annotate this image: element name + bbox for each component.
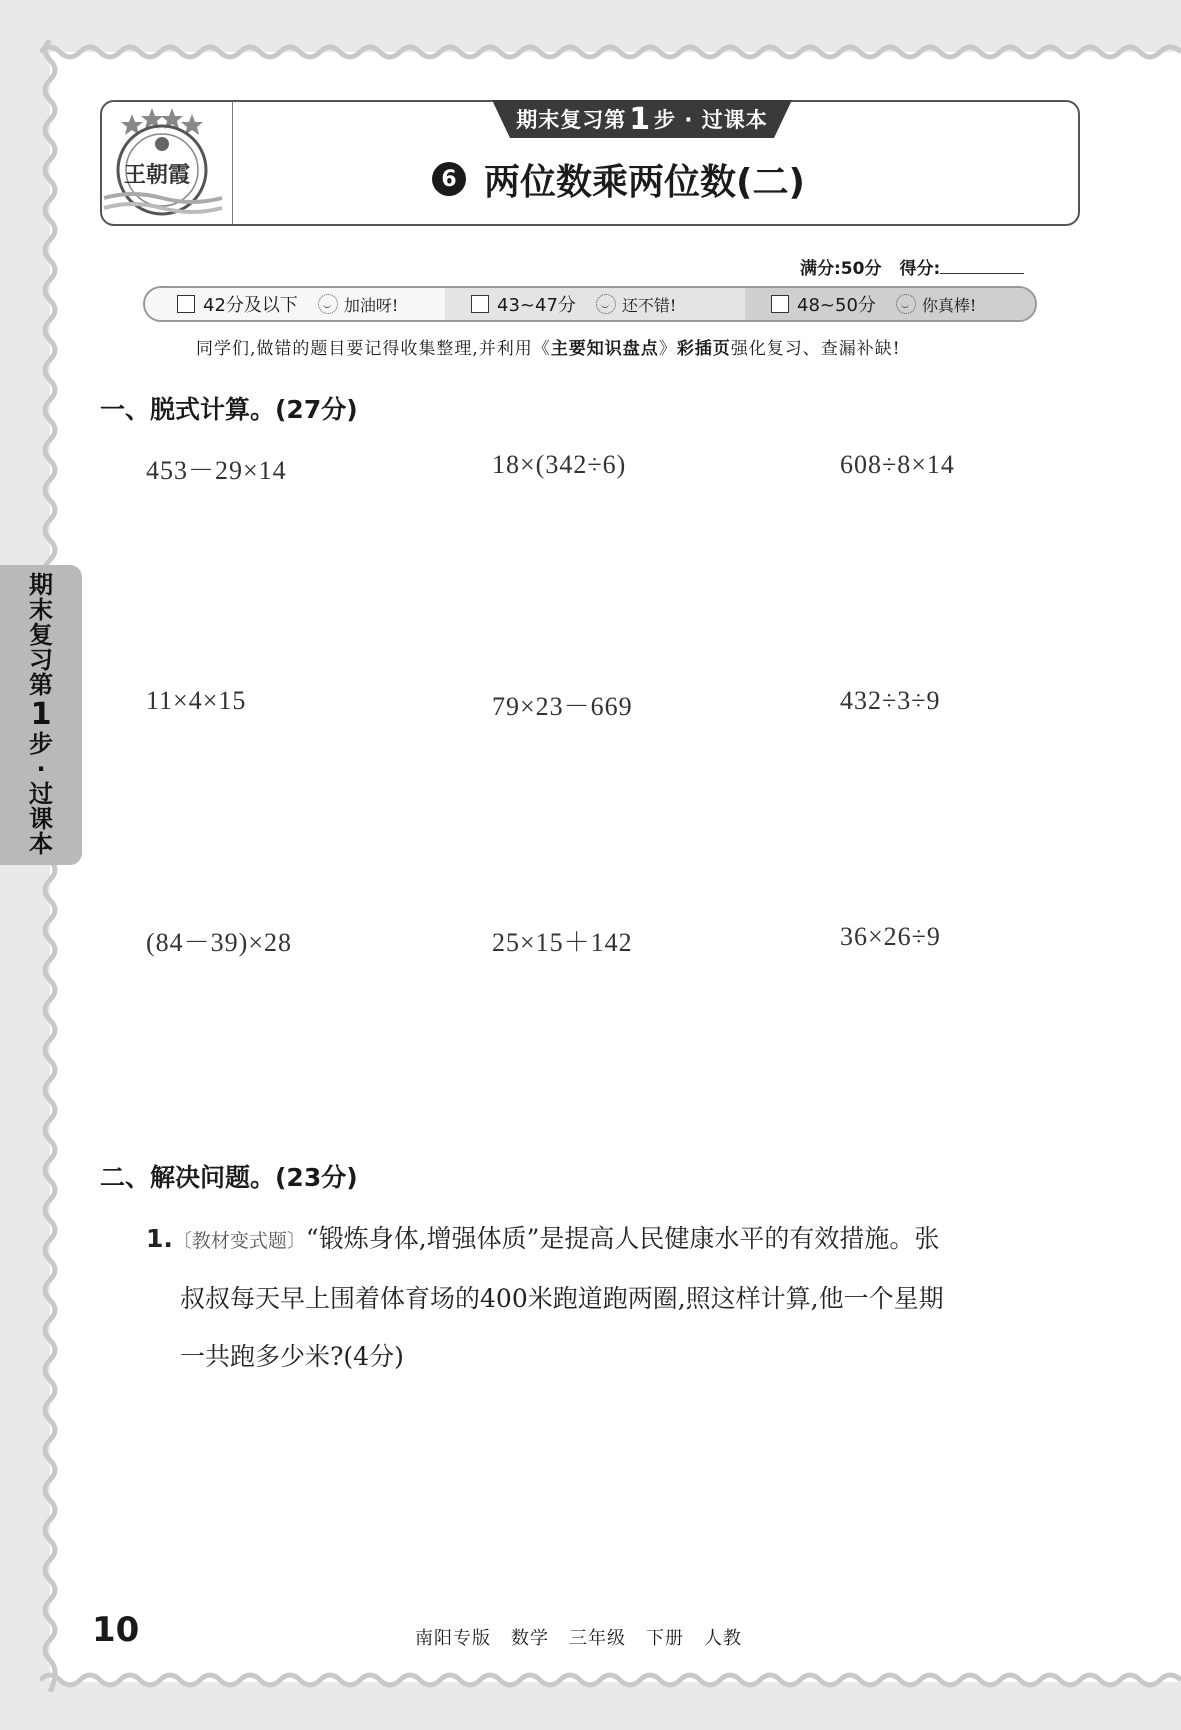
footer xyxy=(415,1624,742,1650)
rating-message: 你真棒! xyxy=(921,295,977,315)
expression: 79×23－669 xyxy=(492,692,633,721)
rating-checkbox[interactable] xyxy=(771,295,789,313)
footer-item: 人教 xyxy=(704,1628,742,1649)
study-note xyxy=(196,334,901,359)
rating-range: 42分及以下 xyxy=(203,295,298,316)
footer-item: 三年级 xyxy=(569,1628,626,1649)
expression: 608÷8×14 xyxy=(840,450,955,479)
rating-bar xyxy=(143,286,1037,322)
problem-tag: 〔教材变式题〕 xyxy=(172,1230,306,1252)
side-tab-char: 本 xyxy=(29,830,53,858)
full-score-label: 满分:50分 xyxy=(800,259,882,279)
side-tab-char: 期 xyxy=(29,571,53,599)
step-number: 1 xyxy=(629,101,652,137)
rating-option xyxy=(145,288,445,320)
score-line xyxy=(800,254,1024,279)
side-tab-char: 末 xyxy=(29,596,53,624)
side-tab-char: 课 xyxy=(29,805,53,833)
lesson-header xyxy=(100,100,1080,226)
step-prefix: 期末复习第 xyxy=(516,108,627,132)
brand-logo xyxy=(102,102,233,224)
side-tab-char: 复 xyxy=(29,621,53,649)
section-2-title: 二、解决问题。(23分) xyxy=(100,1163,358,1192)
rating-checkbox[interactable] xyxy=(177,295,195,313)
side-tab-char: 习 xyxy=(29,646,53,674)
expression: (84－39)×28 xyxy=(146,928,292,957)
expression: 11×4×15 xyxy=(146,686,247,715)
side-tab xyxy=(0,565,82,865)
rating-range: 43~47分 xyxy=(497,295,576,316)
lesson-title xyxy=(432,154,805,204)
lesson-title-text: 两位数乘两位数(二) xyxy=(484,161,805,203)
note-text: 同学们,做错的题目要记得收集整理,并利用《 xyxy=(196,339,551,359)
expression: 18×(342÷6) xyxy=(492,450,627,479)
step-suffix: 步 · 过课本 xyxy=(654,108,768,132)
expression: 36×26÷9 xyxy=(840,922,941,951)
note-bold: 主要知识盘点 xyxy=(550,339,659,359)
side-tab-char: 第 xyxy=(29,671,53,699)
side-tab-char: 过 xyxy=(29,780,53,808)
wavy-border-left xyxy=(38,40,62,1692)
brand-logo-text: 王朝霞 xyxy=(124,162,191,188)
problem-line: 叔叔每天早上围着体育场的400米跑道跑两圈,照这样计算,他一个星期 xyxy=(180,1284,944,1313)
problem-number: 1. xyxy=(146,1224,173,1253)
expression: 25×15＋142 xyxy=(492,928,633,957)
step-banner xyxy=(492,100,792,138)
smiley-icon xyxy=(318,294,338,314)
wavy-border-top xyxy=(40,40,1181,64)
rating-range: 48~50分 xyxy=(797,295,876,316)
problem-line: “锻炼身体,增强体质”是提高人民健康水平的有效措施。张 xyxy=(305,1224,940,1253)
side-tab-char: · xyxy=(36,755,46,783)
note-text: 强化复习、查漏补缺! xyxy=(730,339,901,359)
score-blank[interactable] xyxy=(940,255,1024,274)
rating-option xyxy=(745,288,1035,320)
rating-message: 加油呀! xyxy=(343,295,399,315)
footer-item: 下册 xyxy=(646,1628,684,1649)
rating-option xyxy=(445,288,745,320)
lesson-number-badge: 6 xyxy=(432,162,466,196)
side-tab-char: 步 xyxy=(29,730,53,758)
score-got-label: 得分: xyxy=(899,259,941,279)
expression: 453－29×14 xyxy=(146,456,287,485)
rating-checkbox[interactable] xyxy=(471,295,489,313)
smiley-icon xyxy=(596,294,616,314)
wavy-border-bottom xyxy=(40,1668,1181,1692)
page-number: 10 xyxy=(92,1610,140,1650)
problem-line: 一共跑多少米?(4分) xyxy=(180,1342,404,1371)
section-1-title: 一、脱式计算。(27分) xyxy=(100,395,358,424)
expression: 432÷3÷9 xyxy=(840,686,941,715)
footer-item: 南阳专版 xyxy=(415,1628,491,1649)
note-bold: 彩插页 xyxy=(676,339,731,359)
side-tab-char: 1 xyxy=(30,697,52,732)
smiley-icon xyxy=(896,294,916,314)
footer-item: 数学 xyxy=(511,1628,549,1649)
word-problem xyxy=(146,1210,1086,1386)
note-text: 》 xyxy=(658,339,677,359)
rating-message: 还不错! xyxy=(621,295,677,315)
